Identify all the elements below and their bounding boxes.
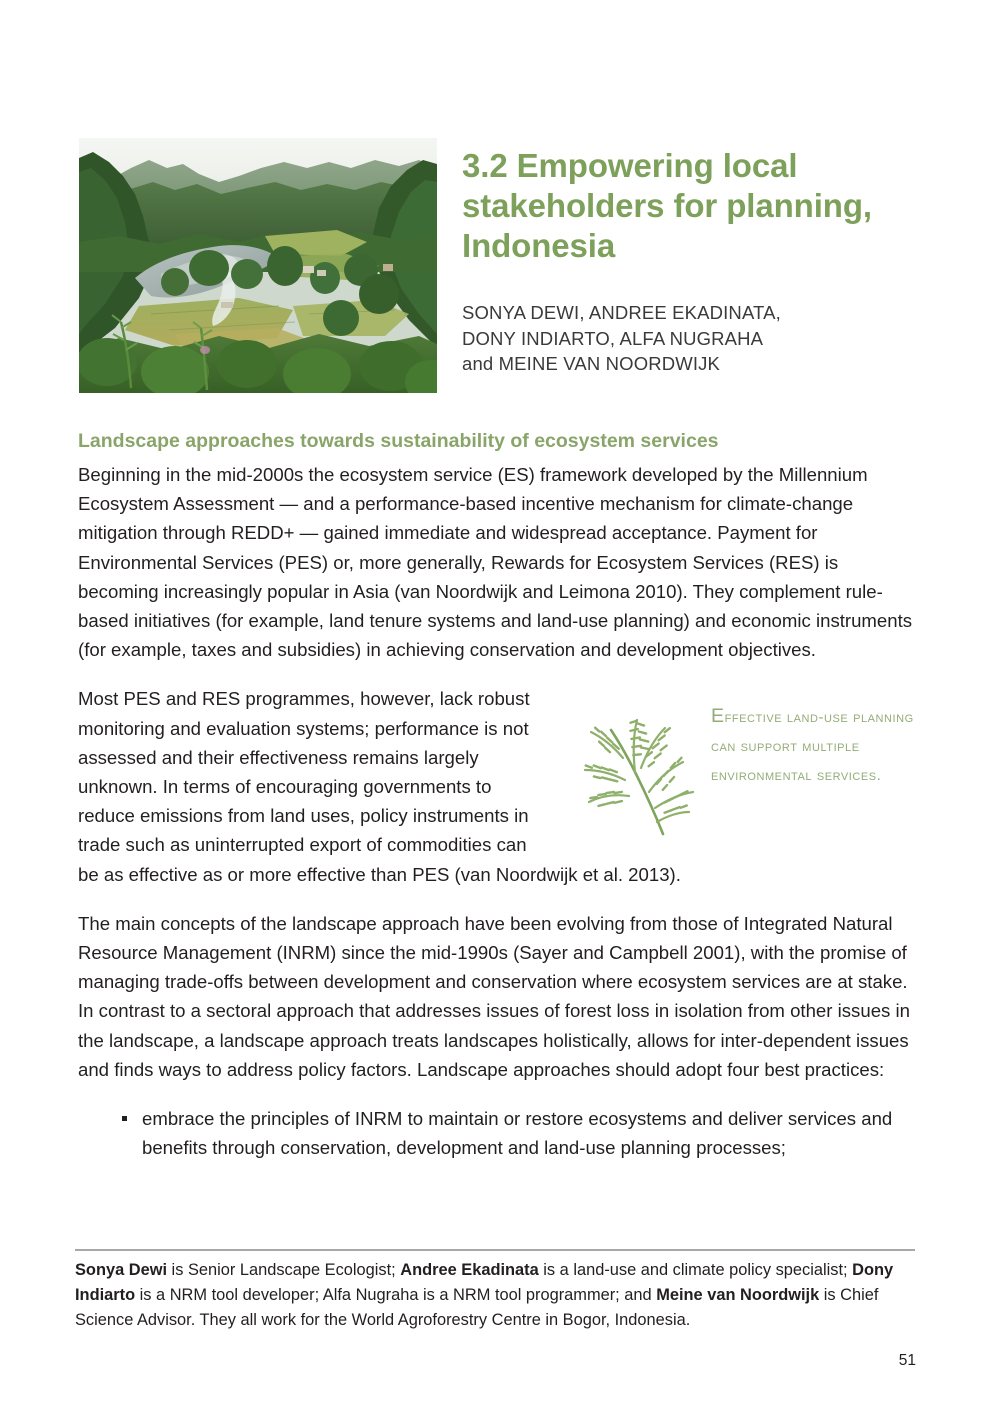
bio-name-1: Sonya Dewi [75, 1261, 167, 1279]
author-biography [75, 1258, 915, 1333]
bio-text-1: is Senior Landscape Ecologist; [167, 1261, 401, 1279]
bio-text-4: is Chief Science Advisor. They all work for the World Agroforestry Centre in Bogor, Indonesia. [75, 1286, 879, 1329]
fern-leaf-icon [563, 696, 703, 838]
fern-illustration [563, 696, 703, 838]
landscape-photo-illustration [79, 138, 437, 393]
bullet-square-icon [122, 1116, 127, 1121]
bio-name-3: Dony Indiarto [75, 1261, 894, 1304]
title-block [462, 146, 932, 377]
author-line-1: SONYA DEWI, ANDREE EKADINATA, [462, 302, 781, 323]
bio-text-2: is a land-use and climate policy specialist; [538, 1261, 853, 1279]
paragraph-2: Most PES and RES programmes, however, lack robust monitoring and evaluation systems; performance is not assessed and their effectiveness remains largely unknown. In terms of encouraging governments to reduce emissions from land uses, policy instruments in trade such as uninterrupted export of commodities can be as effective as or more effective than PES (van Noordwijk et al. 2013). [78, 688, 681, 885]
pullquote-initial: E [711, 705, 725, 728]
section-heading: Landscape approaches towards sustainability of ecosystem services [78, 430, 719, 452]
paragraph-3: The main concepts of the landscape approach have been evolving from those of Integrated Natural Resource Management (INRM) since the mid-1990s (Sayer and Campbell 2001), with the promise of managing trade-offs between development and conservation where ecosystem services are at stake. In contrast to a sectoral approach that addresses issues of forest loss in isolation from other issues in the landscape, a landscape approach treats landscapes holistically, allows for inter-dependent issues and finds ways to address policy factors. Landscape approaches should adopt four best practices: [78, 912, 910, 1080]
bio-text-3: is a NRM tool developer; Alfa Nugraha is a NRM tool programmer; and [135, 1286, 657, 1304]
author-line-3-prefix: and [462, 353, 499, 374]
list-item [78, 1104, 916, 1162]
page-number: 51 [898, 1352, 916, 1369]
header-photograph [79, 138, 437, 393]
article-header [0, 138, 994, 400]
bio-name-4: Meine van Noordwijk [656, 1286, 820, 1304]
pullquote-body: ffective land-use planning can support multiple environmental services. [711, 709, 914, 785]
best-practices-list [78, 1104, 916, 1162]
page-title: 3.2 Empowering local stakeholders for planning, Indonesia [462, 147, 872, 264]
footnote-divider [75, 1249, 915, 1251]
author-list [462, 300, 932, 377]
paragraph-1: Beginning in the mid-2000s the ecosystem service (ES) framework developed by the Millennium Ecosystem Assessment — and a performance-based incentive mechanism for climate-change mitigation through REDD+ — gained immediate and widespread acceptance. Payment for Environmental Services (PES) or, more generally, Rewards for Ecosystem Services (RES) is becoming increasingly popular in Asia (van Noordwijk and Leimona 2010). They complement rule-based initiatives (for example, land tenure systems and land-use planning) and economic instruments (for example, taxes and subsidies) in achieving conservation and development objectives. [78, 464, 913, 661]
pullquote-aside [563, 696, 916, 846]
author-line-3 [462, 351, 932, 377]
bio-name-2: Andree Ekadinata [400, 1261, 539, 1279]
author-line-3-names: MEINE VAN NOORDWIJK [498, 353, 721, 374]
article-body [78, 428, 916, 1162]
author-line-2: DONY INDIARTO, ALFA NUGRAHA [462, 327, 764, 349]
list-item-text: embrace the principles of INRM to maintain or restore ecosystems and deliver services and benefits through conservation, development and land-use planning processes; [142, 1108, 893, 1159]
pullquote-text [711, 702, 916, 790]
